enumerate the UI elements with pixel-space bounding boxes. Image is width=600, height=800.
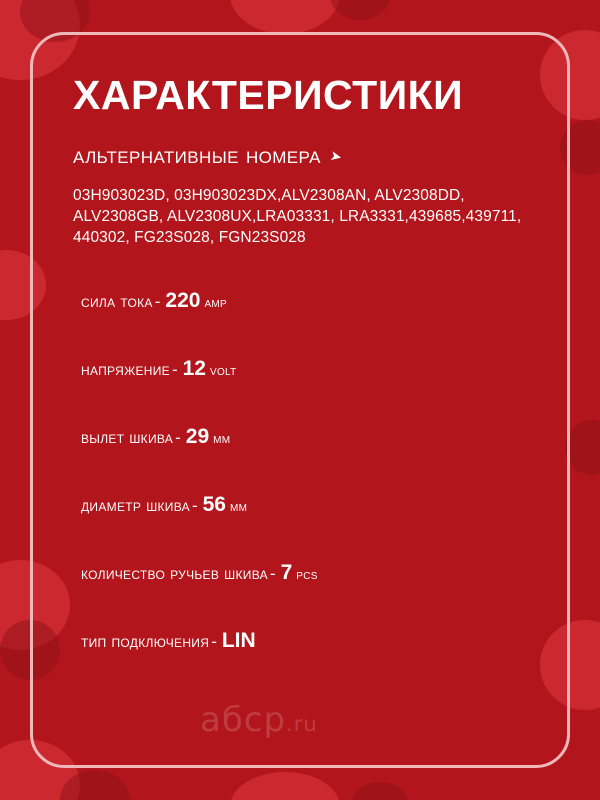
spec-dash: - <box>175 427 181 447</box>
spec-dash: - <box>191 495 198 515</box>
watermark-suffix: .ru <box>286 712 318 736</box>
spec-row <box>81 425 541 449</box>
spec-value: 12 <box>182 356 206 380</box>
spec-value: 220 <box>165 288 201 312</box>
pointer-arrow-icon: ➤ <box>328 146 344 165</box>
spec-row <box>81 289 541 313</box>
spec-card <box>30 32 570 768</box>
spec-label: напряжение <box>81 359 170 379</box>
spec-row <box>81 493 541 517</box>
spec-row <box>81 561 541 585</box>
decorative-blotch-icon <box>565 420 600 475</box>
spec-unit: amp <box>204 293 228 310</box>
spec-row <box>81 629 541 653</box>
spec-value: LIN <box>221 628 256 652</box>
specs-list <box>81 289 541 653</box>
spec-value: 56 <box>202 492 226 516</box>
spec-unit: pcs <box>296 565 318 582</box>
spec-dash: - <box>269 563 276 583</box>
alt-numbers-heading-label: альтернативные номера <box>73 142 321 169</box>
spec-row <box>81 357 541 381</box>
watermark <box>200 700 318 740</box>
spec-value: 29 <box>185 424 210 448</box>
spec-label: диаметр шкива <box>81 495 190 515</box>
spec-label: сила тока <box>81 291 153 311</box>
spec-label: количество ручьев шкива <box>81 563 268 583</box>
spec-label: вылет шкива <box>81 427 174 447</box>
spec-unit: volt <box>209 361 237 378</box>
spec-unit <box>256 634 260 650</box>
decorative-blotch-icon <box>330 0 390 20</box>
spec-label: тип подключения <box>81 631 210 651</box>
spec-value: 7 <box>280 560 293 584</box>
watermark-text: абср <box>200 700 287 740</box>
decorative-blotch-icon <box>230 772 340 800</box>
alt-numbers-list: 03H903023D, 03H903023DX,ALV2308AN, ALV2308DD, ALV2308GB, ALV2308UX,LRA03331, LRA3331,439685,439711, 440302, FG23S028, FGN23S028 <box>73 187 522 246</box>
alt-numbers-heading <box>73 142 541 170</box>
spec-unit: мм <box>213 429 231 446</box>
page-title: ХАРАКТЕРИСТИКИ <box>73 72 464 118</box>
spec-unit: мм <box>229 497 248 514</box>
spec-dash: - <box>154 291 161 311</box>
decorative-blotch-icon <box>350 782 410 800</box>
spec-dash: - <box>171 359 178 379</box>
decorative-blotch-icon <box>230 0 340 34</box>
spec-dash: - <box>211 631 217 651</box>
